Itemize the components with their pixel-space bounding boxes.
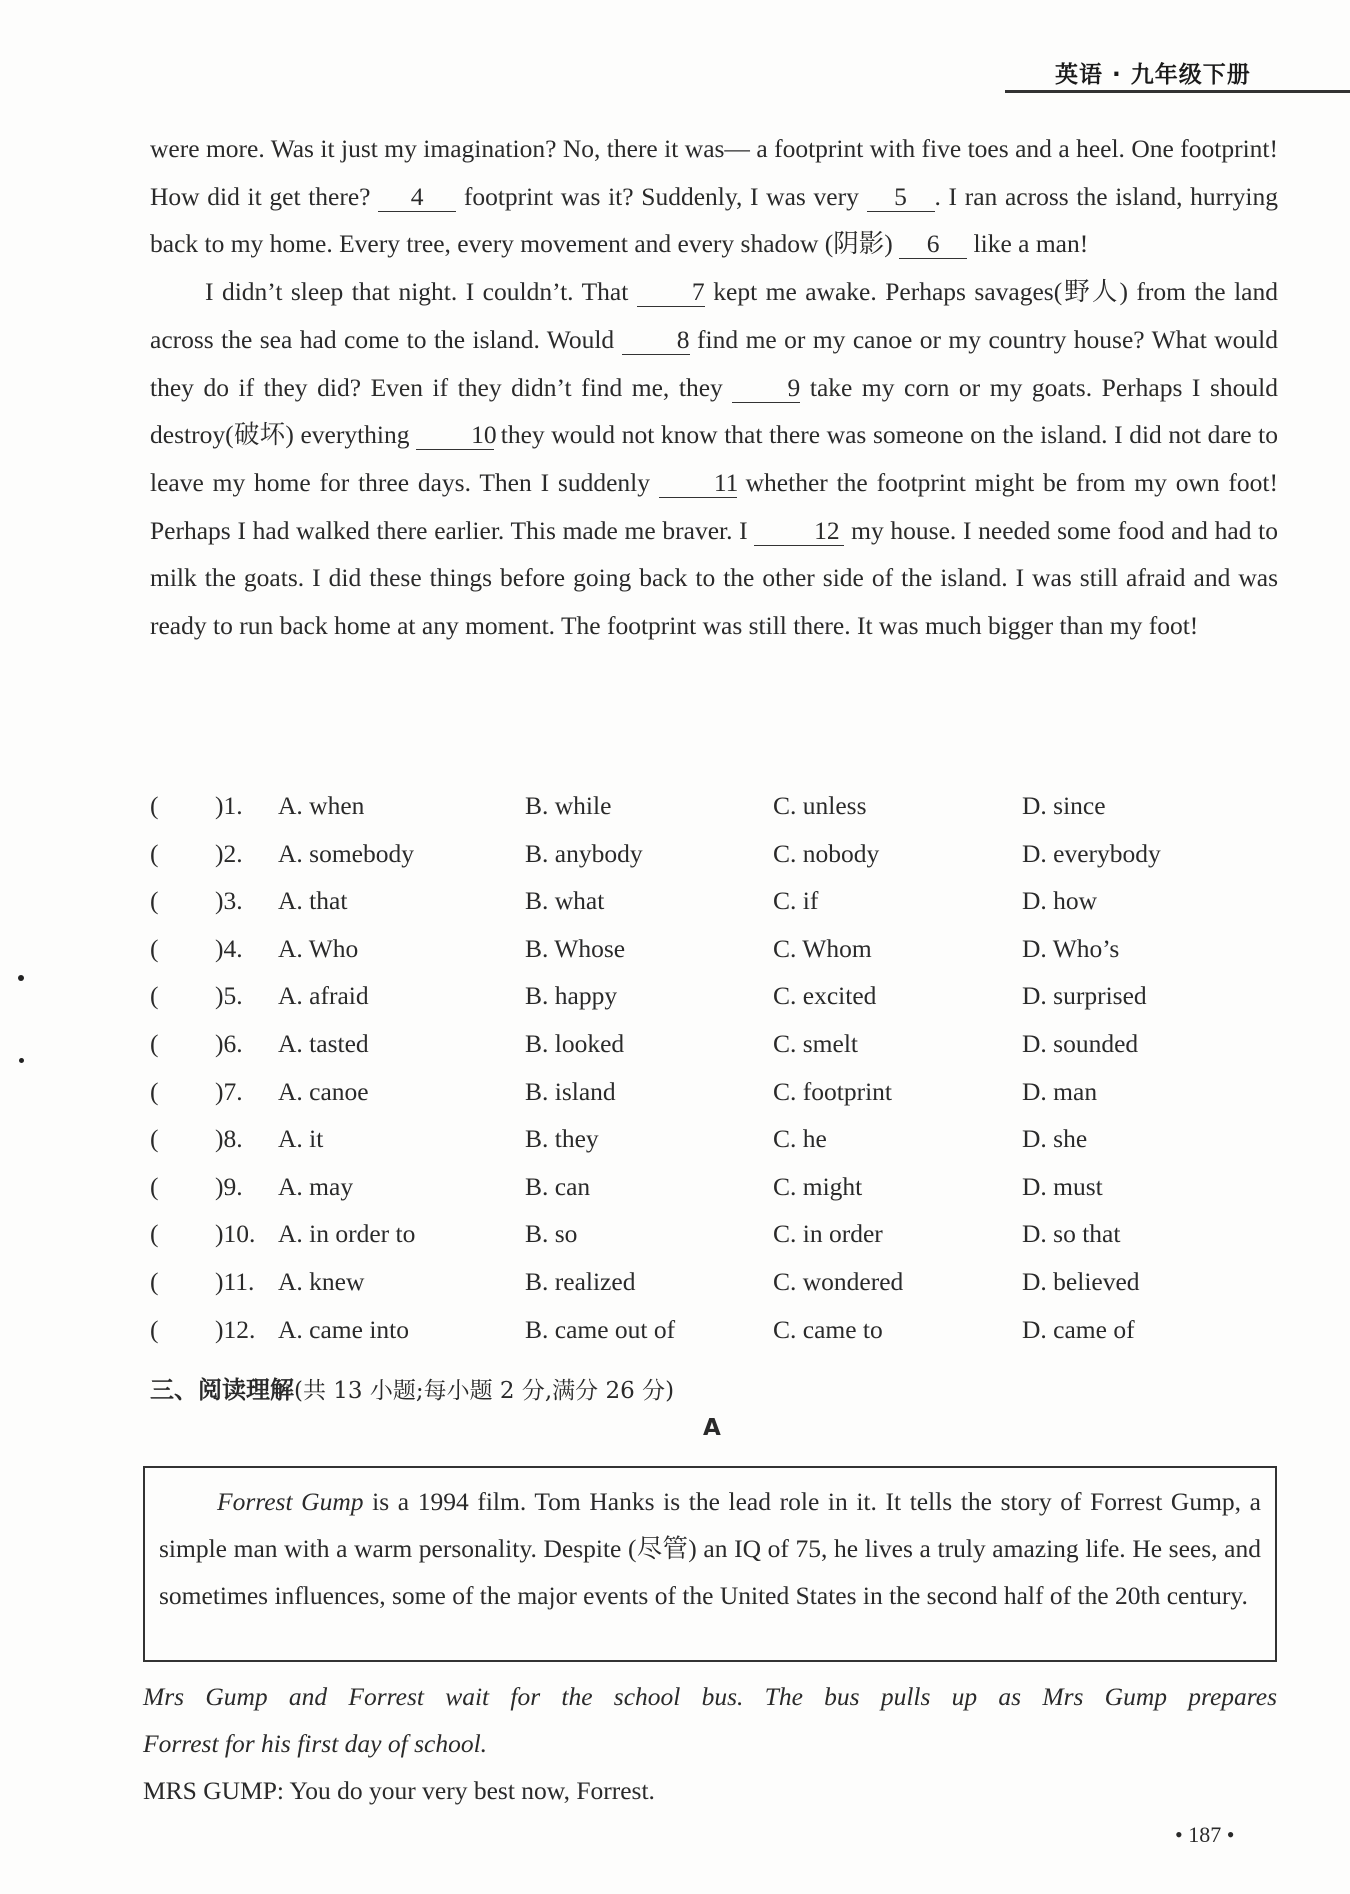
answer-paren-close: ) [215, 1076, 224, 1106]
option-row [150, 934, 1278, 982]
answer-paren-open: ( [150, 1266, 159, 1296]
answer-paren-open: ( [150, 981, 159, 1011]
option-row [150, 839, 1278, 887]
answer-paren-open: ( [150, 886, 159, 916]
option-d: D. everybody [1022, 838, 1161, 868]
answer-paren-close [215, 981, 243, 1011]
option-c: C. he [773, 1124, 827, 1154]
answer-paren-close [215, 1219, 255, 1249]
blank-8: 8 [622, 326, 690, 355]
answer-paren-close: ) [215, 933, 224, 963]
option-a: A. tasted [278, 1028, 369, 1058]
passage-text: find me or my canoe or my country house? What would they do if they did? Even if they didn’t find me, they [150, 324, 1278, 402]
blank-12: 12 [754, 517, 844, 546]
question-number: 9. [223, 1171, 243, 1201]
option-c: C. excited [773, 981, 877, 1011]
option-d: D. sounded [1022, 1028, 1139, 1058]
option-a: A. came into [278, 1314, 409, 1344]
option-a: A. it [278, 1124, 324, 1154]
option-a: A. afraid [278, 981, 369, 1011]
option-b: B. island [525, 1076, 616, 1106]
passage-text: I didn’t sleep that night. I couldn’t. That [205, 277, 637, 307]
option-a: A. knew [278, 1266, 365, 1296]
option-d: D. believed [1022, 1266, 1140, 1296]
answer-paren-close: ) [215, 838, 224, 868]
question-number: 7. [223, 1076, 243, 1106]
blank-11: 11 [659, 469, 737, 498]
answer-paren-open: ( [150, 1124, 159, 1154]
option-d: D. how [1022, 886, 1098, 916]
answer-paren-open: ( [150, 933, 159, 963]
option-b: B. they [525, 1124, 599, 1154]
answer-paren-open: ( [150, 791, 159, 820]
blank-5: 5 [867, 183, 935, 212]
question-number: 8. [223, 1124, 243, 1154]
stage-direction-line-2: Forrest for his first day of school. [143, 1729, 488, 1758]
option-d: D. man [1022, 1076, 1098, 1106]
passage-text: whether the footprint might be from my own foot! Perhaps I had walked there earlier. This made me braver. I [150, 467, 1279, 545]
answer-paren-close [215, 886, 243, 916]
section-note: (共 13 小题;每小题 2 分,满分 26 分) [294, 1378, 675, 1404]
option-row [150, 791, 1278, 839]
option-row [150, 1172, 1278, 1220]
answer-paren-close: ) [215, 1028, 224, 1058]
answer-paren-close [215, 1267, 254, 1297]
option-c: C. wondered [773, 1266, 904, 1296]
answer-paren-close [215, 1029, 243, 1059]
question-number: 10. [223, 1219, 256, 1249]
passage-text: . I ran across the island, hurrying back to my home. Every tree, every movement and every shadow (阴影) [150, 181, 1278, 259]
answer-paren-close: ) [215, 981, 224, 1011]
answer-paren-close: ) [215, 1124, 224, 1154]
passage-text: take my corn or my goats. Perhaps I should destroy(破坏) everything [150, 372, 1278, 450]
option-row [150, 886, 1278, 934]
passage-paragraph-2 [150, 268, 1278, 650]
answer-paren-open: ( [150, 1171, 159, 1201]
blank-7: 7 [637, 278, 705, 307]
option-d: D. must [1022, 1171, 1103, 1201]
option-c: C. in order [773, 1219, 883, 1249]
answer-paren-close: ) [215, 1171, 224, 1201]
question-number: 5. [223, 981, 243, 1011]
question-number: 11. [223, 1266, 255, 1296]
question-number: 4. [223, 933, 243, 963]
answer-options-list [150, 791, 1278, 1362]
passage-text: they would not know that there was someone on the island. I did not dare to leave my home for three days. Then I suddenly [150, 420, 1278, 497]
option-row [150, 981, 1278, 1029]
option-a: A. may [278, 1171, 354, 1201]
section-heading: 三、阅读理解 [150, 1376, 294, 1404]
section-title [150, 1370, 674, 1405]
option-a: A. canoe [278, 1076, 369, 1106]
option-row [150, 1029, 1278, 1077]
option-d: D. came of [1022, 1314, 1135, 1344]
option-row [150, 1077, 1278, 1125]
scan-mark [19, 1058, 24, 1063]
intro-text: is a 1994 film. Tom Hanks is the lead role in it. It tells the story of Forrest Gump, a simple man with a warm personality. Despite (尽管) an IQ of 75, he lives a truly amazing life. He sees, and sometimes influences, some of the major events of the United States in the second half of the 20th century. [159, 1487, 1261, 1610]
option-c: C. unless [773, 791, 867, 820]
option-c: C. smelt [773, 1028, 859, 1058]
option-b: B. anybody [525, 838, 643, 868]
question-number: 6. [223, 1028, 243, 1058]
option-b: B. looked [525, 1028, 625, 1058]
option-c: C. came to [773, 1314, 883, 1344]
option-b: B. what [525, 886, 605, 916]
passage-text: kept me awake. Perhaps savages(野人) from the land across the sea had come to the island. Would [150, 277, 1278, 354]
page-header-title: 英语 · 九年级下册 [1055, 62, 1251, 88]
option-a: A. Who [278, 933, 359, 963]
option-c: C. Whom [773, 933, 872, 963]
blank-9: 9 [732, 374, 800, 403]
option-c: C. might [773, 1171, 863, 1201]
intro-box [143, 1466, 1277, 1662]
option-d: D. so that [1022, 1219, 1121, 1249]
option-c: C. if [773, 886, 819, 916]
passage-text: footprint was it? Suddenly, I was very [456, 181, 867, 211]
option-b: B. can [525, 1171, 591, 1201]
question-number: 3. [223, 886, 243, 916]
option-row [150, 1315, 1278, 1363]
blank-4: 4 [378, 183, 456, 212]
answer-paren-open: ( [150, 1219, 159, 1249]
option-b: B. realized [525, 1266, 636, 1296]
blank-10: 10 [416, 421, 494, 450]
option-b: B. while [525, 791, 612, 820]
film-title: Forrest Gump [217, 1487, 364, 1516]
option-row [150, 1267, 1278, 1315]
answer-paren-close [215, 791, 243, 821]
option-row [150, 1219, 1278, 1267]
question-number: 12. [223, 1314, 256, 1344]
blank-6: 6 [899, 230, 967, 259]
passage-text: were more. Was it just my imagination? No, there it was— a footprint with five toes and a heel. One footprint! How did it get there? [150, 134, 1278, 211]
page-number: • 187 • [1175, 1822, 1235, 1847]
dialog-line: MRS GUMP: You do your very best now, Forrest. [143, 1776, 655, 1805]
answer-paren-close [215, 1124, 243, 1154]
option-a: A. when [278, 791, 365, 820]
option-a: A. somebody [278, 838, 414, 868]
answer-paren-close [215, 934, 243, 964]
option-d: D. surprised [1022, 981, 1147, 1011]
answer-paren-close [215, 839, 243, 869]
option-a: A. in order to [278, 1219, 416, 1249]
cloze-passage [150, 125, 1278, 650]
option-c: C. footprint [773, 1076, 892, 1106]
answer-paren-open: ( [150, 838, 159, 868]
passage-paragraph-1 [150, 125, 1278, 268]
answer-paren-close: ) [215, 791, 224, 820]
stage-direction-line-1: Mrs Gump and Forrest wait for the school bus. The bus pulls up as Mrs Gump prepares [143, 1682, 1277, 1711]
answer-paren-close: ) [215, 1314, 224, 1344]
option-c: C. nobody [773, 838, 880, 868]
option-a: A. that [278, 886, 348, 916]
question-number: 2. [223, 838, 243, 868]
question-number: 1. [223, 791, 243, 820]
answer-paren-close [215, 1172, 243, 1202]
answer-paren-open: ( [150, 1314, 159, 1344]
passage-text: like a man! [967, 229, 1089, 259]
option-d: D. she [1022, 1124, 1088, 1154]
header-rule [1005, 90, 1350, 93]
option-b: B. Whose [525, 933, 626, 963]
answer-paren-close [215, 1077, 243, 1107]
option-row [150, 1124, 1278, 1172]
answer-paren-close: ) [215, 1219, 224, 1249]
answer-paren-close: ) [215, 886, 224, 916]
option-b: B. so [525, 1219, 578, 1249]
option-d: D. since [1022, 791, 1106, 820]
option-b: B. came out of [525, 1314, 676, 1344]
answer-paren-close [215, 1315, 255, 1345]
answer-paren-open: ( [150, 1076, 159, 1106]
option-d: D. Who’s [1022, 933, 1120, 963]
intro-paragraph [159, 1478, 1261, 1619]
sub-heading: A [703, 1415, 721, 1441]
scan-mark [18, 975, 24, 981]
passage-text: my house. I needed some food and had to milk the goats. I did these things before going back to the other side of the island. I was still afraid and was ready to run back home at any moment. The footprint was still there. It was much bigger than my foot! [150, 515, 1278, 641]
option-b: B. happy [525, 981, 618, 1011]
answer-paren-open: ( [150, 1028, 159, 1058]
answer-paren-close: ) [215, 1266, 224, 1296]
